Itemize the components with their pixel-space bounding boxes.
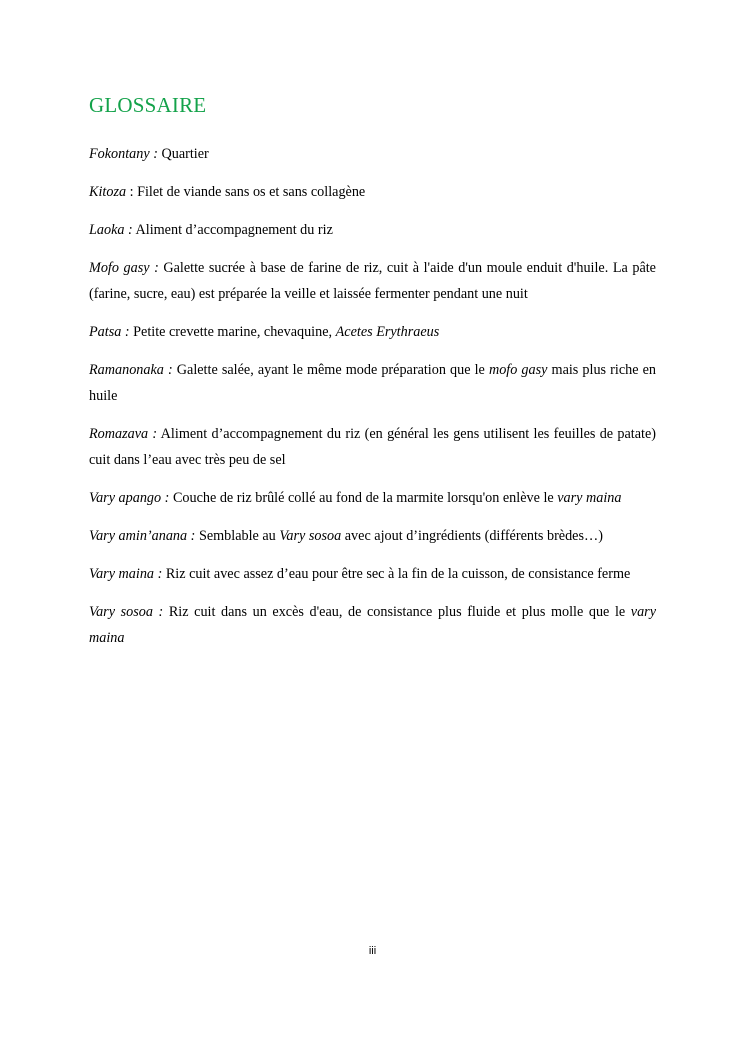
glossary-term: Vary maina : bbox=[89, 566, 163, 582]
glossary-term: Ramanonaka : bbox=[89, 362, 173, 378]
glossary-term: Kitoza bbox=[89, 184, 127, 200]
glossary-term: Vary amin’anana : bbox=[89, 528, 196, 544]
glossary-entry bbox=[89, 485, 656, 511]
glossary-term: Romazava : bbox=[89, 426, 158, 442]
glossary-entry bbox=[89, 523, 656, 549]
glossary-entry bbox=[89, 561, 656, 587]
glossary-definition-italic: vary maina bbox=[89, 604, 656, 646]
glossary-definition-italic: vary maina bbox=[557, 490, 622, 506]
glossary-entry bbox=[89, 599, 656, 651]
glossary-definition-text: Galette salée, ayant le même mode préparation que le bbox=[172, 362, 489, 378]
glossary-definition-text: mais plus riche en huile bbox=[89, 362, 656, 404]
glossary-definition-text: Petite crevette marine, chevaquine, bbox=[129, 324, 336, 340]
glossary-entry bbox=[89, 179, 656, 205]
glossary-entry bbox=[89, 319, 656, 345]
glossary-definition-italic: mofo gasy bbox=[488, 362, 548, 378]
glossary-entry bbox=[89, 357, 656, 409]
glossary-definition-text: : Filet de viande sans os et sans collagène bbox=[126, 184, 366, 200]
glossary-definition-text: Couche de riz brûlé collé au fond de la marmite lorsqu'on enlève le bbox=[169, 490, 558, 506]
glossary-term: Fokontany : bbox=[89, 146, 158, 162]
glossary-entry bbox=[89, 421, 656, 473]
glossary-definition-italic: Vary sosoa bbox=[279, 528, 342, 544]
glossary-definition-text: Quartier bbox=[157, 146, 209, 162]
glossary-definition-text: Riz cuit avec assez d’eau pour être sec à la fin de la cuisson, de consistance ferme bbox=[162, 566, 631, 582]
glossary-entry bbox=[89, 141, 656, 167]
glossary-entry bbox=[89, 217, 656, 243]
page-number: iii bbox=[368, 945, 377, 957]
glossary-definition-italic: Acetes Erythraeus bbox=[335, 324, 440, 340]
glossary-list bbox=[89, 141, 656, 663]
glossary-term: Patsa : bbox=[89, 324, 130, 340]
glossary-term: Vary apango : bbox=[89, 490, 170, 506]
glossary-definition-text: Semblable au bbox=[195, 528, 280, 544]
glossary-definition-text: Aliment d’accompagnement du riz bbox=[132, 222, 333, 238]
glossary-term: Vary sosoa : bbox=[89, 604, 164, 620]
glossary-definition-text: Riz cuit dans un excès d'eau, de consistance plus fluide et plus molle que le bbox=[163, 604, 631, 620]
page-title: GLOSSAIRE bbox=[89, 93, 207, 117]
glossary-term: Mofo gasy : bbox=[89, 260, 159, 276]
glossary-definition-text: Aliment d’accompagnement du riz (en général les gens utilisent les feuilles de patate) cuit dans l’eau avec très peu de sel bbox=[89, 426, 656, 468]
glossary-definition-text: Galette sucrée à base de farine de riz, cuit à l'aide d'un moule enduit d'huile. La pâte (farine, sucre, eau) est préparée la veille et laissée fermenter pendant une nuit bbox=[89, 260, 656, 302]
glossary-term: Laoka : bbox=[89, 222, 133, 238]
glossary-definition-text: avec ajout d’ingrédients (différents brèdes…) bbox=[341, 528, 603, 544]
glossary-entry bbox=[89, 255, 656, 307]
